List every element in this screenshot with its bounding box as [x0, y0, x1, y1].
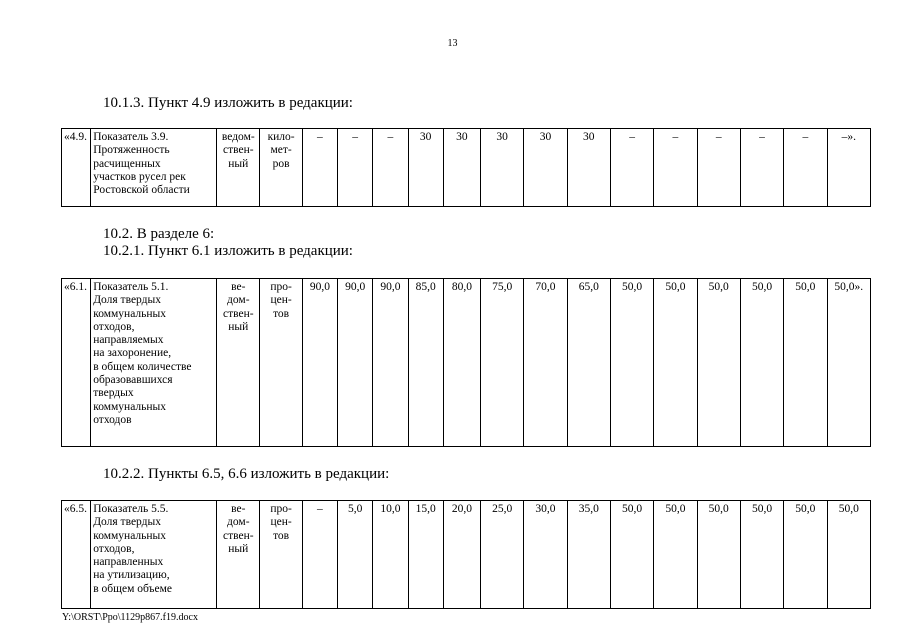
- cell-line: цен-: [270, 516, 292, 529]
- cell-line: Доля твердых: [93, 294, 161, 307]
- value-cell: 20,0: [443, 501, 480, 609]
- cell-line: на утилизацию,: [93, 569, 170, 582]
- value-cell: –: [697, 129, 740, 207]
- value-cell: 50,0: [784, 501, 827, 609]
- value-cell: –: [302, 129, 337, 207]
- table-row: [62, 129, 871, 207]
- footer-file-path: Y:\ORST\Ppo\1129p867.f19.docx: [62, 612, 198, 623]
- item-code-cell: «6.5.: [62, 501, 91, 609]
- value-cell: 25,0: [481, 501, 524, 609]
- cell-line: Показатель 3.9.: [93, 131, 169, 143]
- cell-line: ствен-: [222, 307, 254, 320]
- cell-line: кило-: [267, 131, 295, 143]
- value-cell: 50,0: [740, 501, 783, 609]
- cell-line: ный: [228, 157, 249, 170]
- value-cell: 65,0: [567, 279, 610, 447]
- value-cell: 50,0».: [827, 279, 870, 447]
- cell-line: расчищенных: [93, 157, 161, 170]
- indicator-type-cell: [217, 501, 260, 609]
- cell-line: коммунальных: [93, 529, 167, 542]
- indicator-type-cell: [217, 279, 260, 447]
- cell-line: тов: [273, 307, 290, 320]
- cell-line: ве-: [231, 281, 246, 293]
- value-cell: 30: [443, 129, 480, 207]
- unit-cell: [260, 501, 302, 609]
- cell-line: Показатель 5.1.: [93, 281, 169, 293]
- cell-line: ный: [228, 320, 249, 333]
- indicator-table-4-9: [61, 128, 871, 207]
- value-cell: 50,0: [740, 279, 783, 447]
- indicator-name-cell: [91, 279, 217, 447]
- cell-line: Доля твердых: [93, 516, 161, 529]
- section-heading-10-2-2: 10.2.2. Пункты 6.5, 6.6 изложить в редакции:: [103, 466, 390, 482]
- value-cell: 50,0: [610, 501, 653, 609]
- value-cell: 90,0: [338, 279, 373, 447]
- cell-line: отходов,: [93, 320, 135, 333]
- item-code-cell: «4.9.: [62, 129, 91, 207]
- indicator-name-cell: [91, 501, 217, 609]
- value-cell: –: [740, 129, 783, 207]
- section-heading-10-1-3: 10.1.3. Пункт 4.9 изложить в редакции:: [103, 95, 353, 111]
- unit-cell: [260, 279, 302, 447]
- cell-line: отходов: [93, 413, 132, 426]
- value-cell: 90,0: [302, 279, 337, 447]
- value-cell: 15,0: [408, 501, 443, 609]
- cell-line: коммунальных: [93, 307, 167, 320]
- cell-line: ве-: [231, 503, 246, 515]
- cell-line: направляемых: [93, 334, 164, 347]
- cell-line: про-: [270, 281, 292, 293]
- value-cell: –: [654, 129, 697, 207]
- cell-line: Показатель 5.5.: [93, 503, 169, 515]
- value-cell: 50,0: [697, 279, 740, 447]
- value-cell: 85,0: [408, 279, 443, 447]
- table-row: [62, 279, 871, 447]
- value-cell: 80,0: [443, 279, 480, 447]
- cell-line: мет-: [270, 144, 292, 157]
- cell-line: в общем количестве: [93, 360, 192, 373]
- cell-line: тов: [273, 529, 290, 542]
- section-heading-10-2: 10.2. В разделе 6:: [103, 226, 215, 242]
- value-cell: 30: [408, 129, 443, 207]
- value-cell: 5,0: [338, 501, 373, 609]
- cell-line: цен-: [270, 294, 292, 307]
- cell-line: участков русел рек: [93, 170, 186, 183]
- cell-line: твердых: [93, 387, 134, 400]
- cell-line: на захоронение,: [93, 347, 172, 360]
- value-cell: 50,0: [610, 279, 653, 447]
- value-cell: 35,0: [567, 501, 610, 609]
- value-cell: 30: [481, 129, 524, 207]
- cell-line: дом-: [227, 516, 250, 529]
- value-cell: 30: [567, 129, 610, 207]
- value-cell: 50,0: [784, 279, 827, 447]
- table-row: [62, 501, 871, 609]
- cell-line: ствен-: [222, 529, 254, 542]
- cell-line: отходов,: [93, 542, 135, 555]
- value-cell: 30: [524, 129, 567, 207]
- cell-line: ствен-: [222, 144, 254, 157]
- cell-line: в общем объеме: [93, 582, 172, 595]
- cell-line: Ростовской области: [93, 184, 190, 197]
- value-cell: –: [610, 129, 653, 207]
- indicator-name-cell: [91, 129, 217, 207]
- value-cell: 70,0: [524, 279, 567, 447]
- page-number: 13: [447, 38, 458, 49]
- value-cell: –: [373, 129, 408, 207]
- indicator-table-6-5: [61, 500, 871, 609]
- cell-line: направленных: [93, 556, 164, 569]
- item-code-cell: «6.1.: [62, 279, 91, 447]
- cell-line: ров: [272, 157, 290, 170]
- value-cell: 50,0: [654, 279, 697, 447]
- indicator-type-cell: [217, 129, 260, 207]
- value-cell: 90,0: [373, 279, 408, 447]
- section-heading-10-2-1: 10.2.1. Пункт 6.1 изложить в редакции:: [103, 243, 353, 259]
- value-cell: –: [302, 501, 337, 609]
- cell-line: про-: [270, 503, 292, 515]
- value-cell: 50,0: [697, 501, 740, 609]
- cell-line: дом-: [227, 294, 250, 307]
- value-cell: 75,0: [481, 279, 524, 447]
- cell-line: Протяженность: [93, 144, 170, 157]
- cell-line: образовавшихся: [93, 374, 173, 387]
- unit-cell: [260, 129, 302, 207]
- value-cell: 10,0: [373, 501, 408, 609]
- value-cell: –: [338, 129, 373, 207]
- value-cell: –».: [827, 129, 870, 207]
- indicator-table-6-1: [61, 278, 871, 447]
- value-cell: –: [784, 129, 827, 207]
- value-cell: 50,0: [827, 501, 870, 609]
- value-cell: 50,0: [654, 501, 697, 609]
- cell-line: коммунальных: [93, 400, 167, 413]
- value-cell: 30,0: [524, 501, 567, 609]
- cell-line: ный: [228, 542, 249, 555]
- cell-line: ведом-: [221, 131, 255, 143]
